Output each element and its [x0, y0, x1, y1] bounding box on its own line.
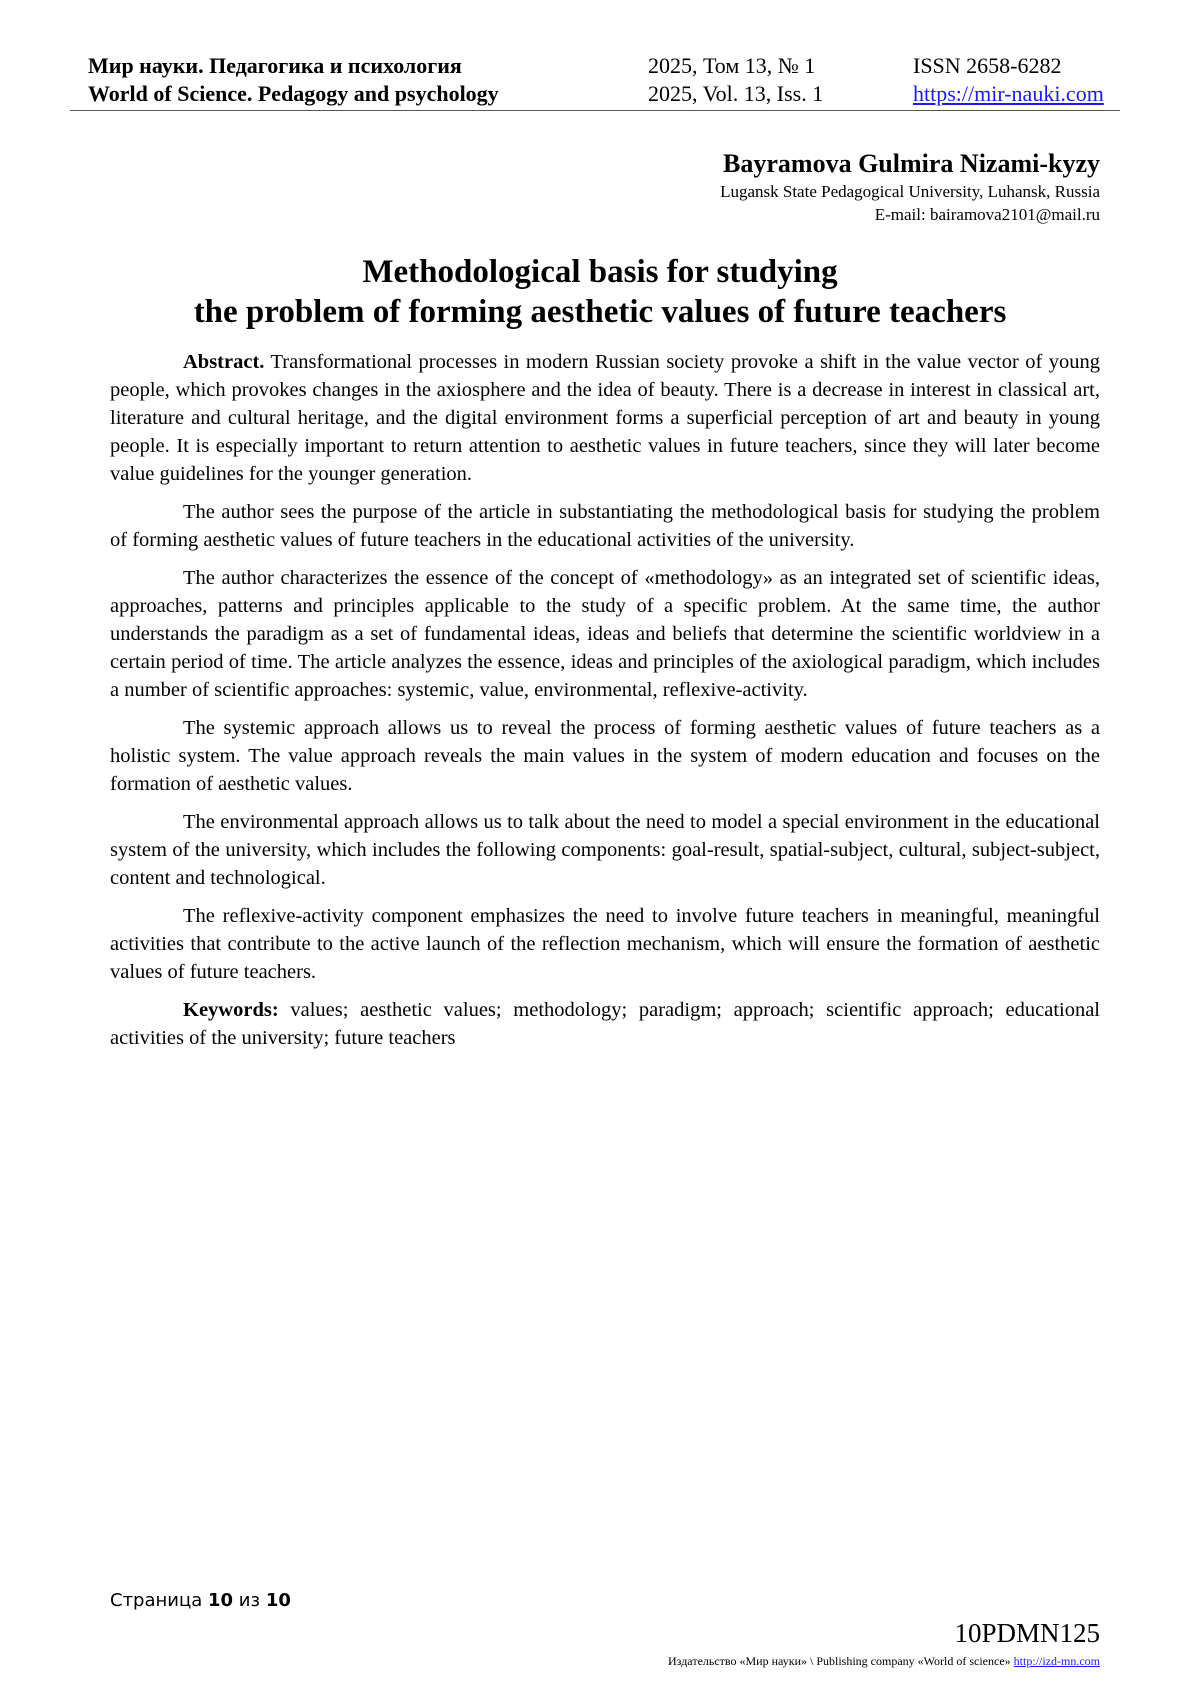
page-current: 10 — [208, 1590, 234, 1611]
article-code: 10PDMN125 — [954, 1618, 1100, 1648]
author-name: Bayramova Gulmira Nizami-kyzy — [723, 149, 1100, 178]
abstract-paragraph: The systemic approach allows us to reveal the process of forming aesthetic values of future teachers as a holistic system. The value approach reveals the main values in the system of modern education and focuses on the formation of aesthetic values. — [110, 717, 1100, 795]
issn: ISSN 2658-6282 — [913, 53, 1062, 78]
publisher-line — [668, 1654, 1100, 1669]
keywords-text: values; aesthetic values; methodology; paradigm; approach; scientific approach; educational activities of the university; future teachers — [110, 999, 1101, 1049]
page-mid: из — [238, 1590, 261, 1611]
abstract-paragraph: The environmental approach allows us to talk about the need to model a special environment in the educational system of the university, which includes the following components: goal-result, spatial-subject, cultural, subject-subject, content and technological. — [110, 811, 1100, 889]
journal-issn-block — [913, 52, 1104, 108]
author-affiliation: Lugansk State Pedagogical University, Luhansk, Russia — [720, 182, 1100, 201]
abstract-paragraph: The author characterizes the essence of the concept of «methodology» as an integrated set of scientific ideas, approaches, patterns and principles applicable to the study of a specific problem. At the same time, the author understands the paradigm as a set of fundamental ideas, ideas and beliefs that determine the scientific worldview in a certain period of time. The article analyzes the essence, ideas and principles of the axiological paradigm, which includes a number of scientific approaches: systemic, value, environmental, reflexive-activity. — [110, 567, 1100, 701]
page-prefix: Страница — [110, 1590, 203, 1611]
keywords-paragraph — [110, 996, 1100, 1052]
journal-header — [70, 52, 1120, 111]
abstract-paragraph: The author sees the purpose of the article in substantiating the methodological basis for studying the problem of forming aesthetic values of future teachers in the educational activities of the university. — [110, 501, 1100, 551]
author-email: E-mail: bairamova2101@mail.ru — [874, 205, 1100, 224]
title-line-2: the problem of forming aesthetic values of future teachers — [193, 294, 1007, 330]
author-block — [720, 148, 1100, 226]
journal-url-link[interactable]: https://mir-nauki.com — [913, 81, 1104, 106]
publisher-name: Издательство «Мир науки» \ Publishing company «World of science» — [668, 1654, 1011, 1668]
abstract-paragraph: The reflexive-activity component emphasizes the need to involve future teachers in meaningful, meaningful activities that contribute to the active launch of the reflection mechanism, which will ensure the formation of aesthetic values of future teachers. — [110, 905, 1100, 983]
page-total: 10 — [265, 1590, 291, 1611]
volume-en: 2025, Vol. 13, Iss. 1 — [648, 81, 824, 106]
journal-name-ru: Мир науки. Педагогика и психология — [88, 53, 462, 78]
journal-name — [88, 52, 499, 108]
article-title — [100, 252, 1100, 332]
keywords-label: Keywords: — [183, 999, 279, 1021]
publisher-link[interactable]: http://izd-mn.com — [1013, 1654, 1100, 1668]
abstract-section — [110, 348, 1100, 1062]
abstract-paragraph — [110, 348, 1100, 488]
page-number — [110, 1590, 291, 1611]
abstract-text: Transformational processes in modern Russian society provoke a shift in the value vector of young people, which provokes changes in the axiosphere and the idea of beauty. There is a decrease in interest in classical art, literature and cultural heritage, and the digital environment forms a superficial perception of art and beauty in young people. It is especially important to return attention to aesthetic values in future teachers, since they will later become value guidelines for the younger generation. — [110, 351, 1100, 485]
volume-ru: 2025, Том 13, № 1 — [648, 53, 816, 78]
abstract-label: Abstract. — [183, 351, 265, 373]
journal-name-en: World of Science. Pedagogy and psychology — [88, 81, 499, 106]
journal-volume — [648, 52, 823, 108]
title-line-1: Methodological basis for studying — [362, 254, 838, 290]
